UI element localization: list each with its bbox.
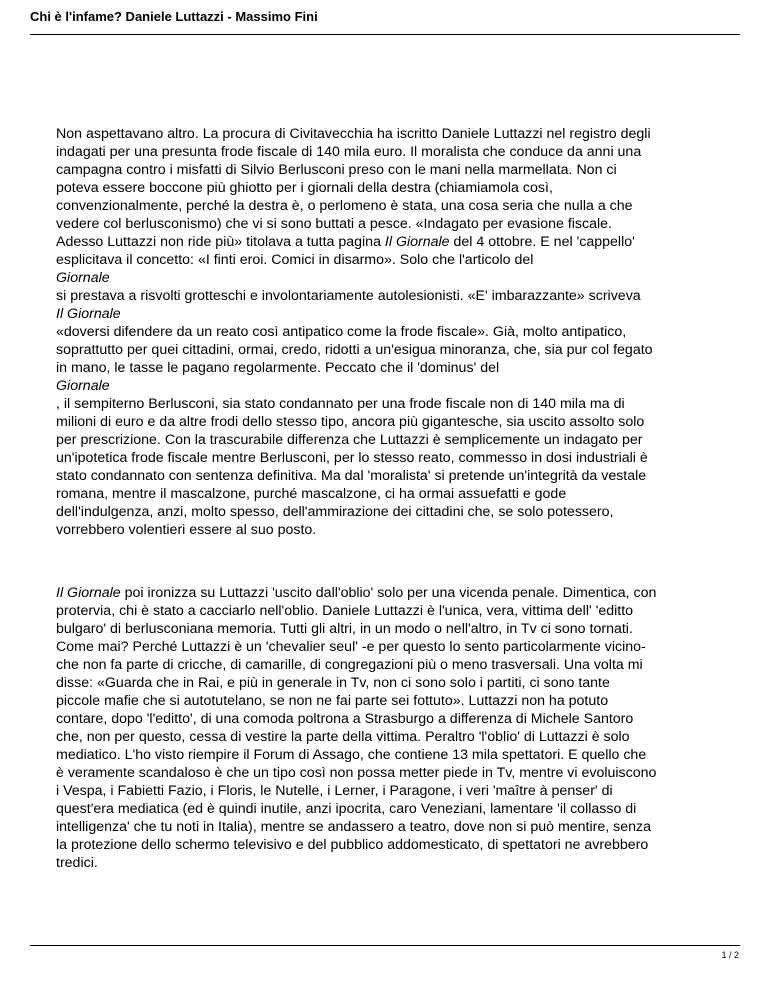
text-segment: in mano, le tasse le pagano regolarmente. Peccato che il 'dominus' del (56, 360, 500, 376)
text-line (56, 638, 746, 656)
text-segment: quest'era mediatica (ed è quindi inutile, anzi ipocrita, caro Veneziani, lamentare 'il collasso di (56, 801, 637, 817)
text-segment: poteva essere boccone più ghiotto per i giornali della destra (chiamiamola così, (56, 180, 553, 196)
text-segment: del 4 ottobre. E nel 'cappello' (449, 234, 635, 250)
text-segment: la protezione dello schermo televisivo e del pubblico addomesticato, di spettatori ne avrebbero (56, 837, 649, 853)
text-line (56, 674, 746, 692)
text-segment: stato condannato con sentenza definitiva. Ma dal 'moralista' si pretende un'integrità da vestale (56, 468, 647, 484)
text-line (56, 341, 746, 359)
text-segment: per prescrizione. Con la trascurabile differenza che Luttazzi è semplicemente un indagato per (56, 432, 643, 448)
text-line (56, 764, 746, 782)
text-line (56, 197, 746, 215)
text-line (56, 377, 746, 395)
text-segment: un'ipotetica frode fiscale mentre Berlusconi, per lo stesso reato, commesso in dosi industriali è (56, 450, 648, 466)
text-line (56, 728, 746, 746)
text-segment: Adesso Luttazzi non ride più» titolava a tutta pagina (56, 234, 385, 250)
text-line (56, 125, 746, 143)
text-line (56, 521, 746, 539)
text-segment: contare, dopo 'l'editto', di una comoda poltrona a Strasburgo a differenza di Michele Santoro (56, 711, 634, 727)
text-segment: protervia, chi è stato a cacciarlo nell'oblio. Daniele Luttazzi è l'unica, vera, vittima dell' 'editto (56, 603, 634, 619)
text-segment: vorrebbero volentieri essere al suo posto. (56, 522, 317, 538)
text-segment: che non fa parte di cricche, di camarille, di congregazioni più o meno trasversali. Una volta mi (56, 657, 643, 673)
text-segment: i Vespa, i Fabietti Fazio, i Floris, le Nutelle, i Lerner, i Paragone, i veri 'maître à penser' di (56, 783, 613, 799)
italic-text: Il Giornale (384, 234, 450, 250)
text-line (56, 251, 746, 269)
document-header-title: Chi è l'infame? Daniele Luttazzi - Massimo Fini (30, 9, 318, 24)
header-divider (30, 34, 740, 35)
footer-divider (30, 945, 740, 946)
text-line (56, 620, 746, 638)
italic-text: Giornale (56, 270, 110, 286)
text-line (56, 746, 746, 764)
text-line (56, 305, 746, 323)
text-line (56, 359, 746, 377)
text-line (56, 854, 746, 872)
text-segment: dell'indulgenza, anzi, molto spesso, dell'ammirazione dei cittadini che, se solo potessero, (56, 504, 614, 520)
text-line (56, 431, 746, 449)
text-line (56, 692, 746, 710)
text-line (56, 602, 746, 620)
italic-text: Il Giornale (56, 306, 121, 322)
text-segment: , il sempiterno Berlusconi, sia stato condannato per una frode fiscale non di 140 mila ma di (56, 396, 625, 412)
text-line (56, 395, 746, 413)
text-line (56, 782, 746, 800)
text-segment: soprattutto per quei cittadini, ormai, credo, ridotti a un'esigua minoranza, che, sia pur col fegato (56, 342, 653, 358)
text-line (56, 800, 746, 818)
text-segment: Come mai? Perché Luttazzi è un 'chevalier seul' -e per questo lo sento particolarmente vicino- (56, 639, 646, 655)
text-segment: è veramente scandaloso è che un tipo così non possa metter piede in Tv, mentre vi evoluiscono (56, 765, 657, 781)
text-segment: piccole mafie che si autotutelano, se non ne fai parte sei fottuto». Luttazzi non ha potuto (56, 693, 609, 709)
text-line (56, 179, 746, 197)
text-segment: «doversi difendere da un reato così antipatico come la frode fiscale». Già, molto antipatico, (56, 324, 627, 340)
text-segment: intelligenza' che tu noti in Italia), mentre se andassero a teatro, dove non si può mentire, senza (56, 819, 651, 835)
text-line (56, 467, 746, 485)
text-segment: vedere col berlusconismo) che vi si sono buttati a pesce. «Indagato per evasione fiscale. (56, 216, 612, 232)
text-line (56, 449, 746, 467)
text-line (56, 233, 746, 251)
text-segment: mediatico. L'ho visto riempire il Forum di Assago, che contiene 13 mila spettatori. E quello che (56, 747, 647, 763)
italic-text: Il Giornale (56, 585, 121, 601)
text-segment: tredici. (56, 855, 98, 871)
text-line (56, 287, 746, 305)
text-line (56, 503, 746, 521)
text-line (56, 413, 746, 431)
text-segment: milioni di euro e da altre frodi dello stesso tipo, ancora più gigantesche, sia uscito assolto solo (56, 414, 645, 430)
text-line (56, 818, 746, 836)
text-segment: poi ironizza su Luttazzi 'uscito dall'oblio' solo per una vicenda penale. Dimentica, con (120, 585, 657, 601)
text-line (56, 323, 746, 341)
text-segment: romana, mentre il mascalzone, purché mascalzone, ci ha ormai assuefatti e gode (56, 486, 567, 502)
text-line (56, 710, 746, 728)
text-line (56, 656, 746, 674)
text-segment: Non aspettavano altro. La procura di Civitavecchia ha iscritto Daniele Luttazzi nel registro degli (56, 126, 651, 142)
text-segment: convenzionalmente, perché la destra è, o perlomeno è stata, una cosa seria che nulla a che (56, 198, 633, 214)
text-segment: si prestava a risvolti grotteschi e involontariamente autolesionisti. «E' imbarazzante» scriveva (56, 288, 641, 304)
text-segment: bulgaro' di berlusconiana memoria. Tutti gli altri, in un modo o nell'altro, in Tv ci sono tornati. (56, 621, 633, 637)
text-line (56, 269, 746, 287)
text-line (56, 584, 746, 602)
text-segment: disse: «Guarda che in Rai, e più in generale in Tv, non ci sono solo i partiti, ci sono tante (56, 675, 610, 691)
text-segment: campagna contro i misfatti di Silvio Berlusconi preso con le mani nella marmellata. Non ci (56, 162, 617, 178)
article-paragraph-1 (56, 125, 746, 539)
article-paragraph-2 (56, 584, 746, 872)
italic-text: Giornale (56, 378, 110, 394)
text-segment: esplicitava il concetto: «I finti eroi. Comici in disarmo». Solo che l'articolo del (56, 252, 534, 268)
text-line (56, 161, 746, 179)
text-line (56, 836, 746, 854)
text-line (56, 143, 746, 161)
text-segment: indagati per una presunta frode fiscale di 140 mila euro. Il moralista che conduce da anni una (56, 144, 642, 160)
text-segment: che, non per questo, cessa di vestire la parte della vittima. Peraltro 'l'oblio' di Luttazzi è solo (56, 729, 630, 745)
text-line (56, 485, 746, 503)
page-number: 1 / 2 (721, 950, 739, 960)
text-line (56, 215, 746, 233)
